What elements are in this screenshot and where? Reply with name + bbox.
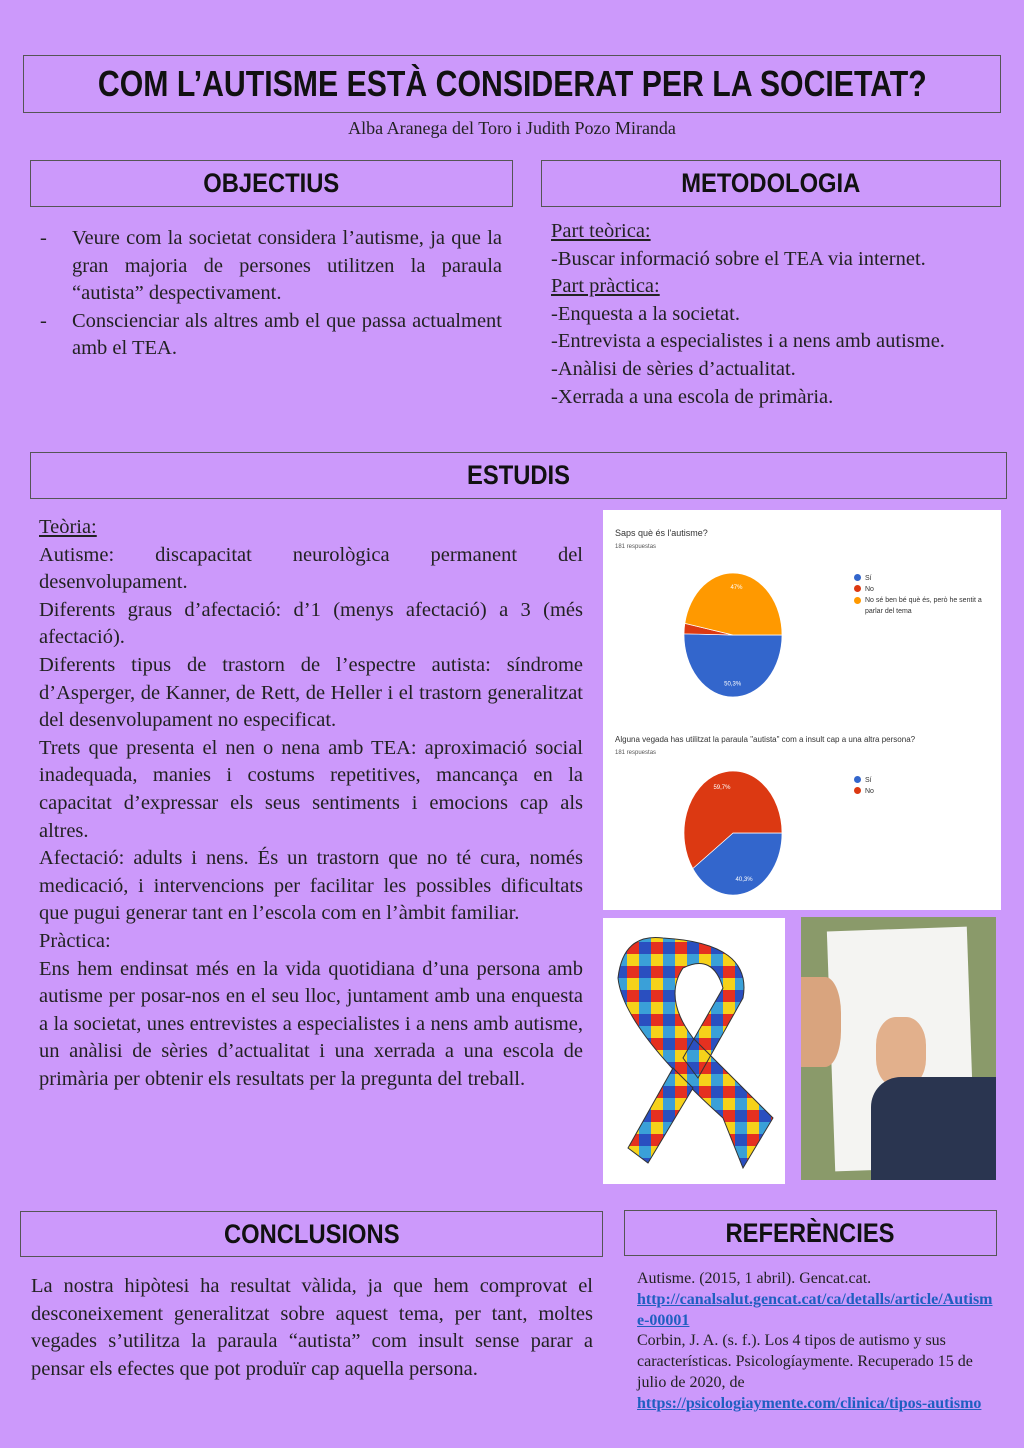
- conclusions-heading-box: [20, 1211, 603, 1257]
- teoria-label: Teòria:: [39, 516, 97, 538]
- estudis-paragraph: Autisme: discapacitat neurològica permanent del desenvolupament.: [39, 543, 583, 594]
- legend-item: Sí: [854, 775, 874, 786]
- conclusions-text: La nostra hipòtesi ha resultat vàlida, ja que hem comprovat el desconeixement generalitzat sobre aquest tema, per tant, moltes vegades s’utilitza la paraula “autista” com insult sense parar a pensar els efectes que pot produïr cap aquella persona.: [31, 1275, 593, 1380]
- pie-data-label: 59,7%: [713, 784, 731, 791]
- pie-slice: [684, 634, 782, 697]
- metodologia-text: [551, 218, 991, 411]
- referencies-heading-box: [624, 1210, 997, 1256]
- chart2-legend: [854, 775, 874, 797]
- title-box: [23, 55, 1001, 113]
- estudis-paragraph: Afectació: adults i nens. És un trastorn que no té cura, només medicació, i intervencions per facilitar les possibles dificultats que pugui generar tant en l’escola com en l’àmbit familiar.: [39, 847, 583, 925]
- poster-title: COM L’AUTISME ESTÀ CONSIDERAT PER LA SOCIETAT?: [97, 63, 927, 104]
- chart2-subtitle: 181 respuestas: [615, 750, 657, 756]
- legend-item: No: [854, 584, 984, 595]
- left-hand: [801, 977, 841, 1067]
- reference-text: Autisme. (2015, 1 abril). Gencat.cat.: [637, 1270, 872, 1287]
- pie-data-label: 40,3%: [735, 877, 753, 884]
- legend-item: Sí: [854, 573, 984, 584]
- authors: Alba Aranega del Toro i Judith Pozo Miranda: [348, 118, 676, 138]
- handwriting-photo: [801, 917, 996, 1180]
- practica-label: Pràctica:: [39, 929, 111, 952]
- part-practica-label: Part pràctica:: [551, 275, 660, 298]
- ribbon-icon: [603, 918, 785, 1184]
- metodologia-item: -Entrevista a especialistes i a nens amb autisme.: [551, 330, 945, 353]
- reference-link[interactable]: https://psicologiaymente.com/clinica/tipos-autismo: [637, 1394, 982, 1412]
- estudis-paragraph: Diferents tipus de trastorn de l’espectre autista: síndrome d’Asperger, de Kanner, de Rett, de Heller i el trastorn generalitzat del desenvolupament no especificat.: [39, 653, 583, 732]
- legend-swatch: [854, 585, 861, 592]
- objectius-heading: OBJECTIUS: [203, 168, 340, 198]
- legend-swatch: [854, 597, 861, 604]
- objectiu-item: - Veure com la societat considera l’autisme, ja que la gran majoria de persones utilitzen la paraula “autista” despectivament.: [32, 225, 502, 308]
- legend-item: No sé ben bé què és, però he sentit a parlar del tema: [854, 595, 984, 617]
- chart1-legend: [854, 573, 984, 617]
- metodologia-heading: METODOLOGIA: [681, 168, 861, 198]
- objectius-list: [32, 225, 502, 363]
- puzzle-ribbon-image: [603, 918, 785, 1184]
- pie-data-label: 50,3%: [724, 681, 742, 688]
- referencies-list: [637, 1269, 997, 1415]
- pie-slice: [685, 573, 782, 635]
- metodologia-item: -Enquesta a la societat.: [551, 302, 740, 325]
- chart2-title: Alguna vegada has utilitzat la paraula "autista" com a insult cap a una altra persona?: [615, 735, 916, 744]
- objectius-heading-box: [30, 160, 513, 207]
- objectiu-item: - Conscienciar als altres amb el que passa actualment amb el TEA.: [32, 308, 502, 363]
- legend-swatch: [854, 574, 861, 581]
- conclusions-heading: CONCLUSIONS: [223, 1218, 400, 1249]
- legend-swatch: [854, 787, 861, 794]
- referencies-heading: REFERÈNCIES: [725, 1217, 895, 1248]
- estudis-heading-box: [30, 452, 1007, 499]
- chart1-subtitle: 181 respuestas: [615, 544, 657, 550]
- sleeve: [871, 1077, 996, 1180]
- chart1-title: Saps què és l'autisme?: [615, 528, 708, 538]
- chart2-pie: [603, 710, 1001, 910]
- pie-data-label: 47%: [730, 584, 743, 591]
- estudis-paragraph: Diferents graus d’afectació: d’1 (menys afectació) a 3 (més afectació).: [39, 598, 583, 649]
- legend-swatch: [854, 776, 861, 783]
- metodologia-heading-box: [541, 160, 1001, 207]
- practica-text: Ens hem endinsat més en la vida quotidiana d’una persona amb autisme per posar-nos en el seu lloc, juntament amb una enquesta a la societat, unes entrevistes a especialistes i a nens amb autisme, un anàlisi de sèries d’actualitat i una xerrada a una escola de primària per obtenir els resultats per la pregunta del treball.: [39, 957, 583, 1090]
- part-teorica-label: Part teòrica:: [551, 220, 651, 242]
- metodologia-item: -Xerrada a una escola de primària.: [551, 385, 834, 408]
- legend-item: No: [854, 786, 874, 797]
- survey-charts: [603, 510, 1001, 910]
- metodologia-item: -Anàlisi de sèries d’actualitat.: [551, 357, 796, 380]
- reference-text: Corbin, J. A. (s. f.). Los 4 tipos de autismo y sus características. Psicologíaymente. Recuperado 15 de julio de 2020, de: [637, 1332, 973, 1391]
- metodologia-item: -Buscar informació sobre el TEA via internet.: [551, 247, 926, 270]
- estudis-heading: ESTUDIS: [467, 460, 570, 490]
- estudis-text: [39, 514, 583, 1093]
- reference-link[interactable]: http://canalsalut.gencat.cat/ca/detalls/article/Autisme-00001: [637, 1290, 993, 1329]
- estudis-paragraph: Trets que presenta el nen o nena amb TEA: aproximació social inadequada, manies i costums repetitives, mancança en la capacitat d’expressar els seus sentiments i emocions cap als altres.: [39, 736, 583, 842]
